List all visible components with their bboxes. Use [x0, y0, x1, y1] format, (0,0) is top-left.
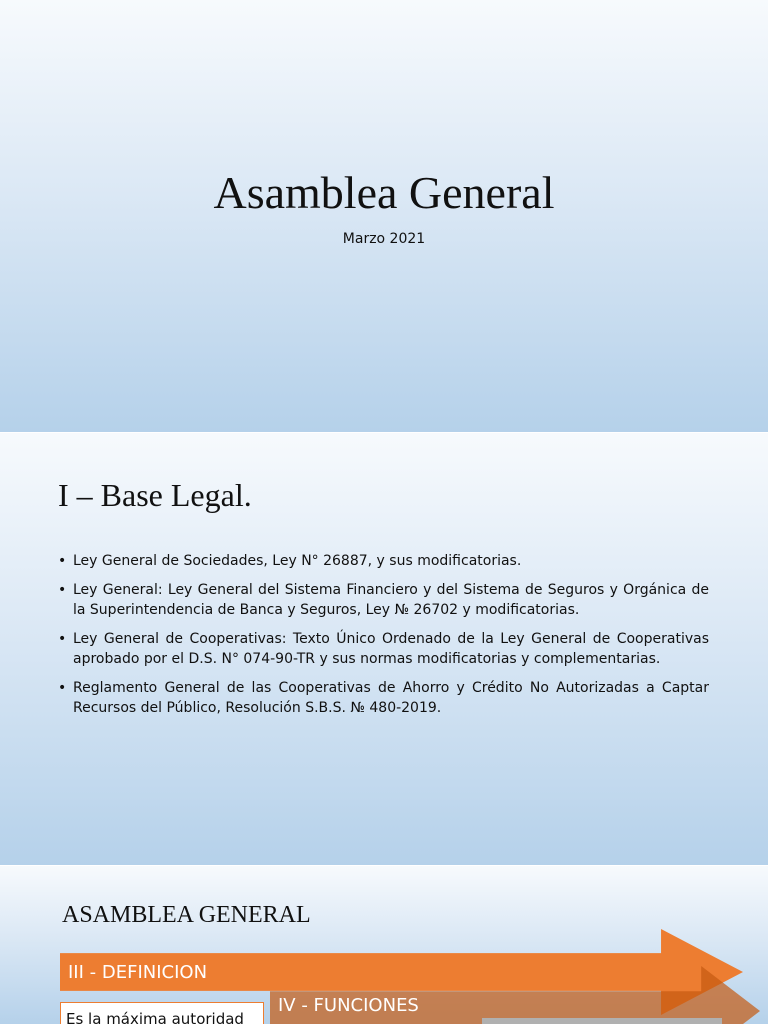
list-item-text: Ley General de Cooperativas: Texto Único Ordenado de la Ley General de Cooperativas aprobado por el D.S. N° 074-90-TR y sus normas modificatorias y complementarias. [73, 630, 709, 667]
next-section-box [482, 1018, 722, 1024]
list-item-text: Reglamento General de las Cooperativas de Ahorro y Crédito No Autorizadas a Captar Recursos del Público, Resolución S.B.S. № 480-2019. [73, 679, 709, 716]
slide-asamblea-general [0, 866, 768, 1024]
list-item [58, 551, 709, 572]
bullet-icon: • [58, 679, 67, 696]
asamblea-heading: ASAMBLEA GENERAL [62, 902, 311, 928]
base-legal-heading: I – Base Legal. [58, 477, 252, 513]
list-item [58, 580, 709, 621]
list-item-text: Ley General: Ley General del Sistema Financiero y del Sistema de Seguros y Orgánica de la Superintendencia de Banca y Seguros, Ley № 26702 y modificatorias. [73, 581, 709, 618]
list-item [58, 678, 709, 719]
definicion-label: III - DEFINICION [68, 962, 208, 983]
bullet-icon: • [58, 553, 67, 569]
slide-subtitle-date: Marzo 2021 [342, 231, 426, 247]
funciones-label: IV - FUNCIONES [278, 995, 419, 1016]
bullet-icon: • [58, 630, 67, 647]
slide-title-heading: Asamblea General [213, 167, 555, 218]
slide-base-legal [0, 433, 768, 865]
definition-text: Es la máxima autoridad [66, 1010, 244, 1024]
list-item-text: Ley General de Sociedades, Ley N° 26887, y sus modificatorias. [73, 553, 522, 569]
base-legal-list [58, 551, 709, 727]
slide-title [0, 0, 768, 432]
bullet-icon: • [58, 581, 67, 598]
list-item [58, 629, 709, 670]
